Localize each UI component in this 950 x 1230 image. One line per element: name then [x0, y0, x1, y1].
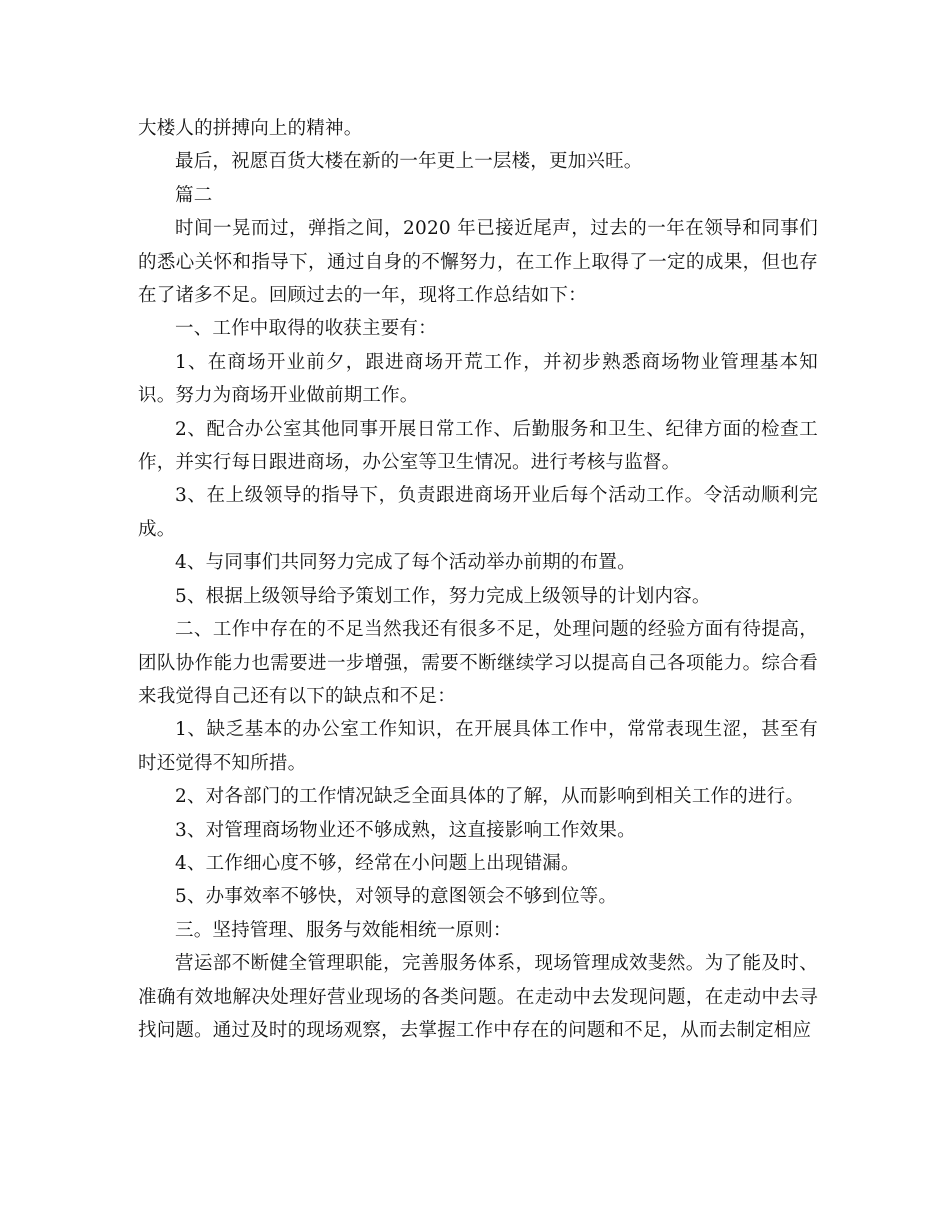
list-item-shortcoming-1: 1、缺乏基本的办公室工作知识，在开展具体工作中，常常表现生涩，甚至有时还觉得不知所措。 — [138, 719, 818, 774]
paragraph-intro: 时间一晃而过，弹指之间，2020 年已接近尾声，过去的一年在领导和同事们的悉心关怀和指导下，通过自身的不懈努力，在工作上取得了一定的成果，但也存在了诸多不足。回顾过去的一年，现将工作总结如下： — [138, 218, 818, 307]
list-item-achievement-3: 3、在上级领导的指导下，负责跟进商场开业后每个活动工作。令活动顺利完成。 — [138, 485, 818, 540]
paragraph-continuation: 大楼人的拼搏向上的精神。 — [138, 118, 363, 139]
heading-shortcomings: 二、工作中存在的不足当然我还有很多不足，处理问题的经验方面有待提高，团队协作能力也需要进一步增强，需要不断继续学习以提高自己各项能力。综合看来我觉得自己还有以下的缺点和不足： — [138, 619, 818, 707]
list-item-shortcoming-4: 4、工作细心度不够，经常在小问题上出现错漏。 — [175, 852, 580, 874]
paragraph-closing-wish: 最后，祝愿百货大楼在新的一年更上一层楼，更加兴旺。 — [175, 151, 643, 173]
heading-achievements: 一、工作中取得的收获主要有： — [175, 318, 437, 340]
paragraph-operations: 营运部不断健全管理职能，完善服务体系，现场管理成效斐然。为了能及时、准确有效地解决处理好营业现场的各类问题。在走动中去发现问题，在走动中去寻找问题。通过及时的现场观察，去掌握工作中存在的问题和不足，从而去制定相应 — [138, 953, 818, 1041]
list-item-achievement-4: 4、与同事们共同努力完成了每个活动举办前期的布置。 — [175, 552, 636, 574]
list-item-shortcoming-5: 5、办事效率不够快，对领导的意图领会不够到位等。 — [175, 886, 618, 908]
list-item-achievement-2: 2、配合办公室其他同事开展日常工作、后勤服务和卫生、纪律方面的检查工作，并实行每日跟进商场，办公室等卫生情况。进行考核与监督。 — [138, 418, 818, 474]
list-item-shortcoming-3: 3、对管理商场物业还不够成熟，这直接影响工作效果。 — [175, 819, 636, 841]
list-item-achievement-5: 5、根据上级领导给予策划工作，努力完成上级领导的计划内容。 — [175, 585, 711, 607]
list-item-achievement-1: 1、在商场开业前夕，跟进商场开荒工作，并初步熟悉商场物业管理基本知识。努力为商场开业做前期工作。 — [138, 351, 818, 407]
heading-principle: 三。坚持管理、服务与效能相统一原则： — [175, 919, 512, 941]
document-body — [138, 112, 818, 1047]
list-item-shortcoming-2: 2、对各部门的工作情况缺乏全面具体的了解，从而影响到相关工作的进行。 — [175, 786, 805, 808]
section-heading-part-two: 篇二 — [175, 184, 213, 206]
